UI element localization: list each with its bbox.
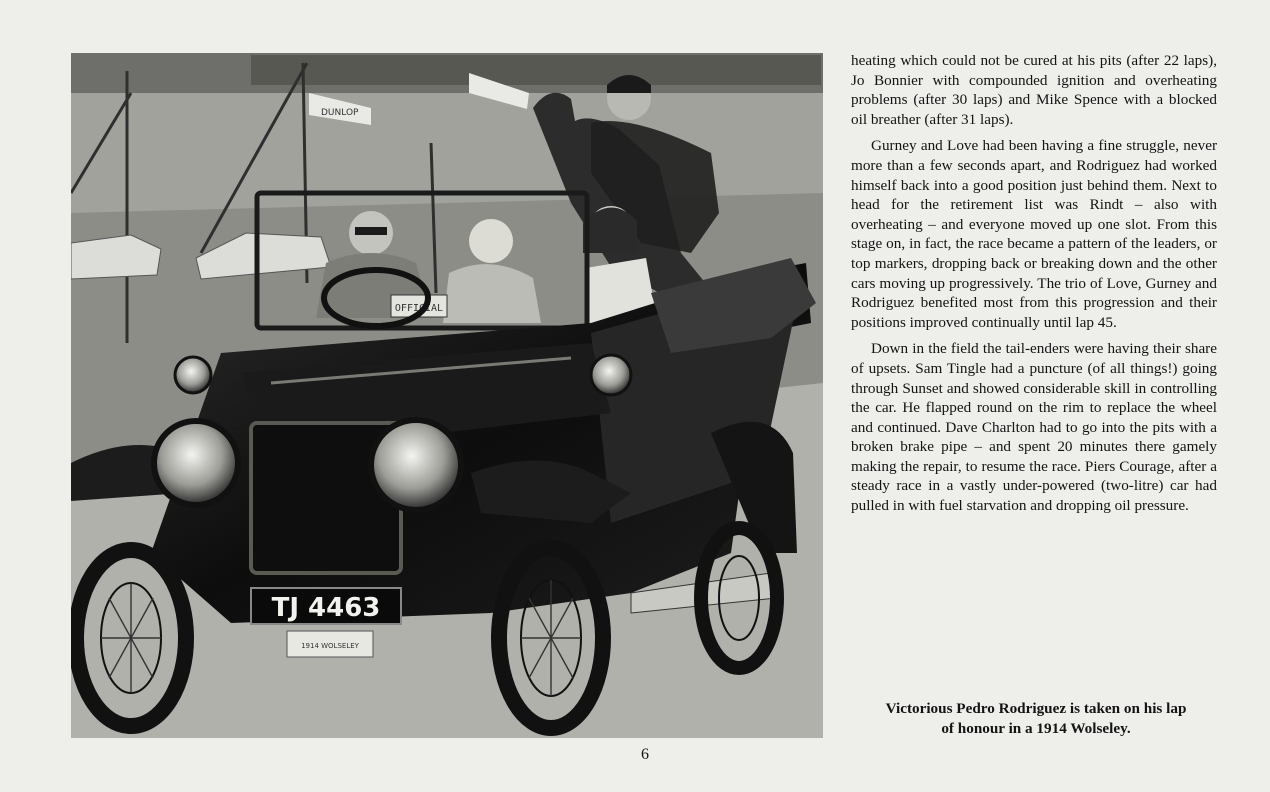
windscreen-sign: OFFICIAL [394, 303, 444, 314]
photo-caption [851, 699, 1221, 739]
article-column [851, 51, 1217, 523]
plate-sign-text: 1914 WOLSELEY [301, 642, 359, 650]
article-paragraph: Gurney and Love had been having a fine struggle, never more than a few seconds apart, and Rodriguez had worked himself back into a good position just behind them. Next to head for the retirement list was Rindt – also with overheating – and everyone moved up one slot. From this stage on, in fact, the race became a pattern of the leaders, or top markers, dropping back or breaking down and the other cars moving up progressively. The trio of Love, Gurney and Rodriguez benefited most from this progression and their positions improved continually until lap 45. [851, 137, 1217, 331]
article-paragraph: heating which could not be cured at his pits (after 22 laps), Jo Bonnier with compounded ignition and overheating problems (after 30 laps) and Mike Spence with a blocked oil breather (after 31 laps). [851, 52, 1217, 128]
number-plate-text: TJ 4463 [271, 593, 381, 623]
race-photo [71, 53, 823, 738]
banner-text: DUNLOP [321, 108, 359, 118]
article-paragraph: Down in the field the tail-enders were having their share of upsets. Sam Tingle had a puncture (of all things!) going through Sunset and showed considerable skill in controlling the car. He flapped round on the rim to replace the wheel and continued. Dave Charlton had to go into the pits with a broken brake pipe – and spent 20 minutes there gamely making the repair, to resume the race. Piers Courage, after a steady race in a vastly under-powered (two-litre) car had pulled in with fuel starvation and dropping oil pressure. [851, 340, 1217, 515]
page-number: 6 [641, 746, 649, 763]
caption-line: of honour in a 1914 Wolseley. [941, 720, 1131, 737]
caption-line: Victorious Pedro Rodriguez is taken on his lap [885, 700, 1187, 717]
